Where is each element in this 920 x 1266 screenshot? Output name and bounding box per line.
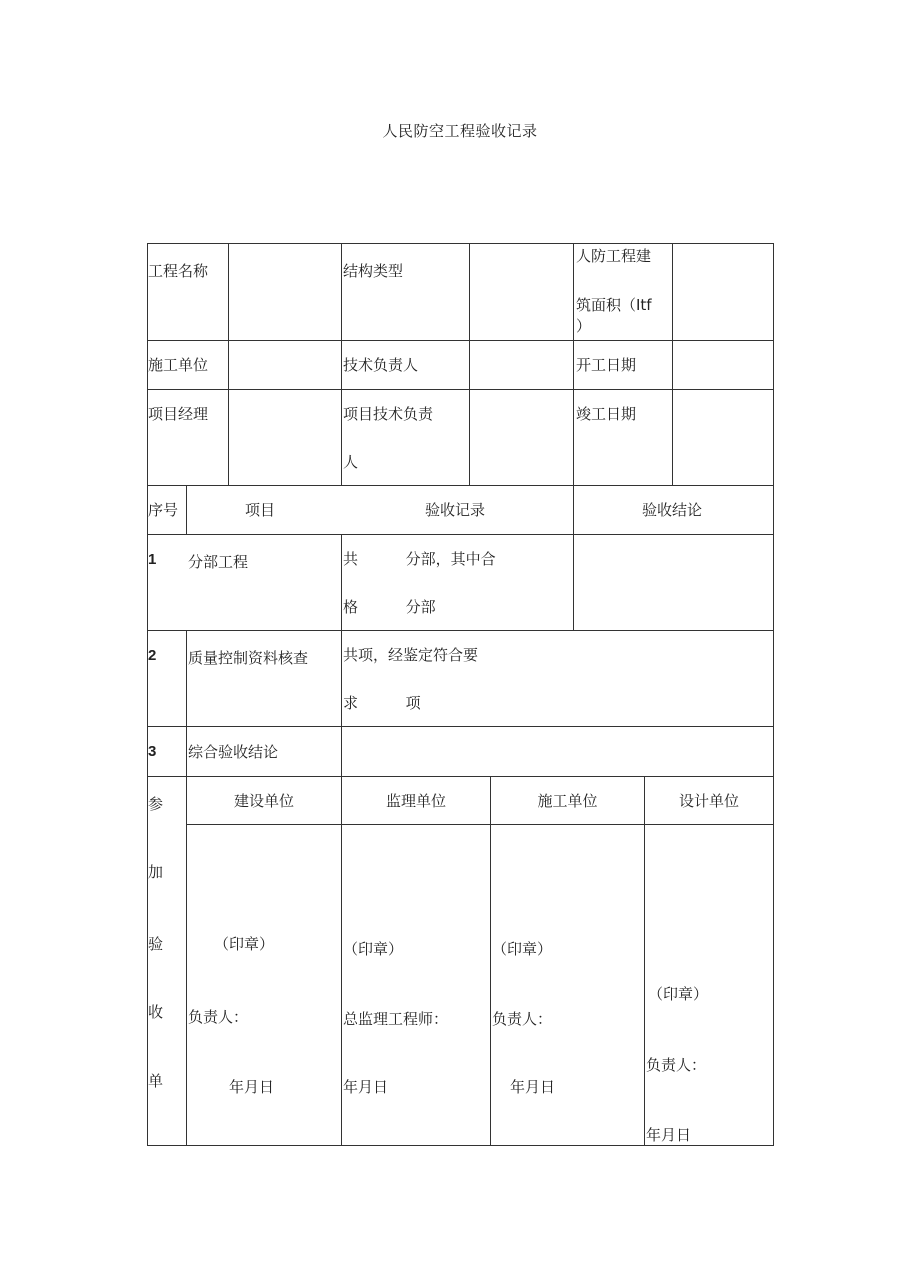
design-person-in-charge: 负责人：: [646, 1056, 707, 1074]
supervision-date: 年月日: [343, 1078, 389, 1096]
label-area-line2: 筑面积（Itf: [576, 296, 652, 314]
construction-date: 年月日: [510, 1078, 556, 1096]
row-1-item: 分部工程: [188, 553, 249, 571]
column-seq: 序号: [148, 501, 179, 519]
design-date: 年月日: [646, 1126, 692, 1144]
unit-heading-owner: 建设单位: [233, 792, 294, 810]
label-project-name: 工程名称: [148, 262, 209, 280]
page-title: 人民防空工程验收记录: [382, 122, 538, 140]
owner-person-in-charge: 负责人：: [188, 1008, 249, 1026]
label-project-manager: 项目经理: [148, 405, 209, 423]
row-1-record-line2: 格 分部: [343, 598, 436, 616]
side-char-3: 验: [148, 935, 164, 953]
side-char-4: 收: [148, 1003, 164, 1021]
label-completion-date: 竣工日期: [576, 405, 637, 423]
row-1-number: 1: [148, 551, 157, 568]
side-char-1: 参: [148, 795, 164, 813]
design-seal: （印章）: [648, 985, 709, 1003]
column-item: 项目: [245, 501, 276, 519]
label-area-line3: ）: [576, 317, 592, 335]
construction-seal: （印章）: [492, 940, 553, 958]
row-1-record-line1: 共 分部，其中合: [343, 550, 496, 568]
label-area-line1: 人防工程建: [576, 247, 652, 265]
column-record: 验收记录: [425, 501, 486, 519]
side-char-2: 加: [148, 863, 164, 881]
label-structure-type: 结构类型: [343, 262, 404, 280]
row-3-item: 综合验收结论: [188, 743, 279, 761]
label-project-tech-lead-line2: 人: [343, 453, 359, 471]
column-conclusion: 验收结论: [642, 501, 703, 519]
owner-seal: （印章）: [214, 935, 275, 953]
supervision-chief-engineer: 总监理工程师：: [343, 1010, 449, 1028]
row-2-number: 2: [148, 647, 157, 664]
label-construction-unit: 施工单位: [148, 356, 209, 374]
row-2-item: 质量控制资料核查: [188, 649, 309, 667]
unit-heading-construction: 施工单位: [537, 792, 598, 810]
label-tech-lead: 技术负责人: [343, 356, 419, 374]
side-char-5: 单: [148, 1072, 164, 1090]
unit-heading-design: 设计单位: [678, 792, 739, 810]
owner-date: 年月日: [229, 1078, 275, 1096]
row-2-record-line2: 求 项: [343, 694, 421, 712]
label-project-tech-lead-line1: 项目技术负责: [343, 405, 434, 423]
construction-person-in-charge: 负责人：: [492, 1010, 553, 1028]
row-2-record-line1: 共项，经鉴定符合要: [343, 646, 479, 664]
row-3-number: 3: [148, 743, 157, 760]
label-start-date: 开工日期: [576, 356, 637, 374]
unit-heading-supervision: 监理单位: [385, 792, 446, 810]
supervision-seal: （印章）: [343, 940, 404, 958]
